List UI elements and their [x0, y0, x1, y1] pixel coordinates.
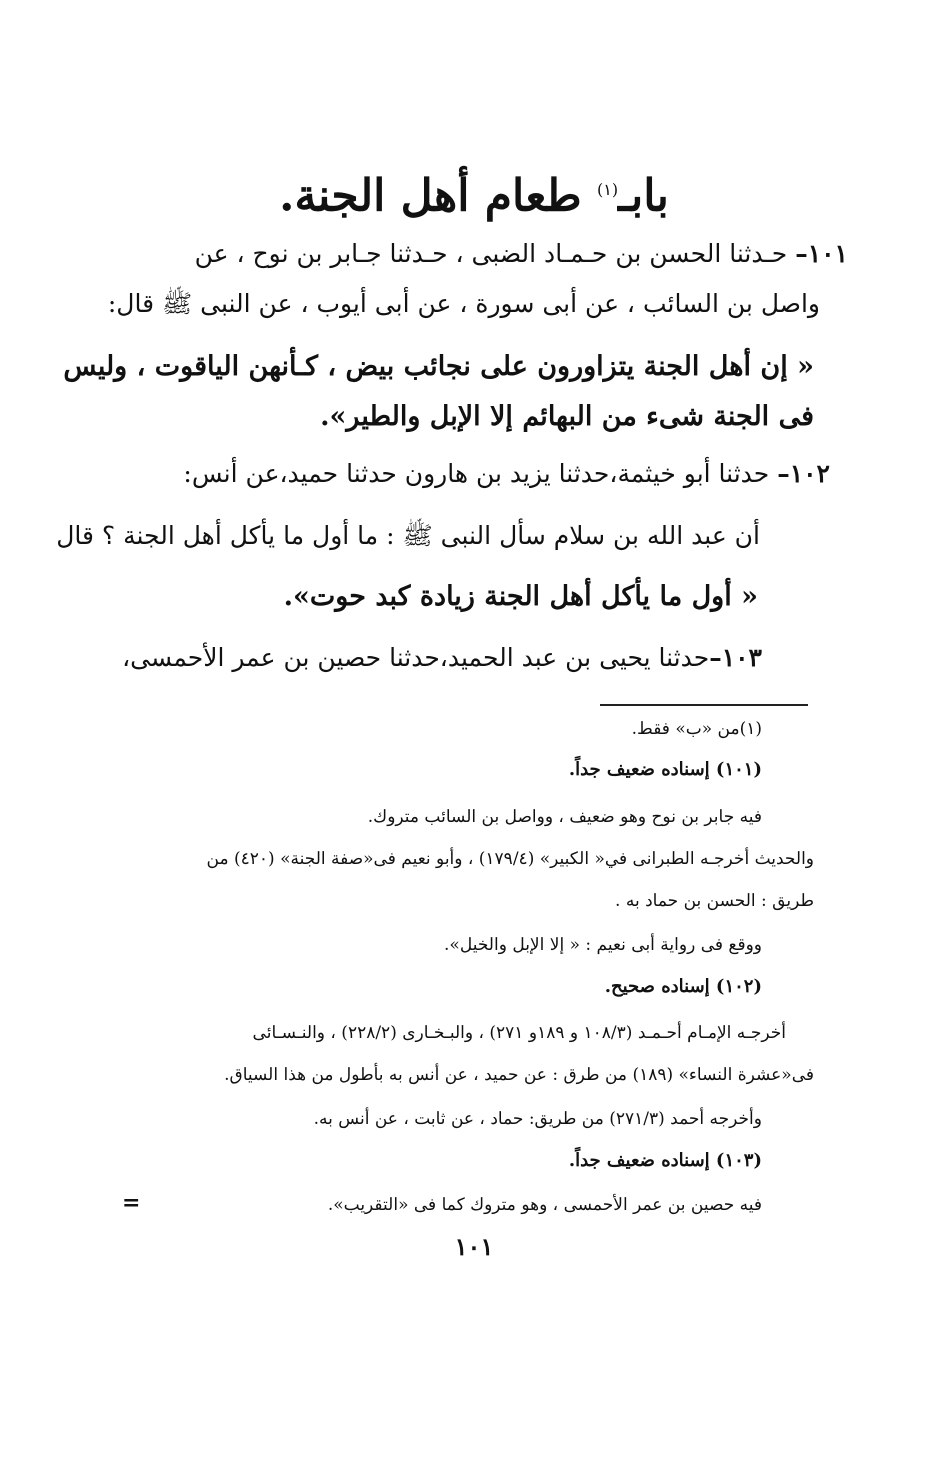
footnote-102-text-3: وأخرجه أحمد (٢٧١/٣) من طريق: حماد ، عن ثابت ، عن أنس به. — [313, 1109, 762, 1129]
hadith-101-matn-1: « إن أهل الجنة يتزاورون على نجائب بيض ، كـأنهن الياقوت ، وليس — [63, 351, 814, 382]
footnote-102-text-1: أخرجـه الإمـام أحـمـد (١٠٨/٣ و ١٨٩و ٢٧١) ، والبـخـارى (٢٢٨/٢) ، والنـسـائى — [252, 1023, 786, 1043]
hadith-101-matn-2: فى الجنة شىء من البهائم إلا الإبل والطير». — [320, 401, 814, 432]
hadith-103-isnad-1: حدثنا يحيى بن عبد الحميد،حدثنا حصين بن عمر الأحمسى، — [122, 643, 710, 672]
footnote-102-text-2: فى«عشرة النساء» (١٨٩) من طرق : عن حميد ، عن أنس به بأطول من هذا السياق. — [224, 1065, 814, 1085]
chapter-title — [0, 160, 948, 227]
hadith-102-line-1 — [183, 456, 830, 492]
hadith-101-line-2: واصل بن السائب ، عن أبى سورة ، عن أبى أيوب ، عن النبى ﷺ قال: — [107, 289, 820, 318]
hadith-103-line-1 — [122, 640, 762, 676]
hadith-103-number: ١٠٣– — [709, 643, 762, 672]
footnote-101-text-2: والحديث أخرجـه الطبرانى في« الكبير» (١٧٩/٤) ، وأبو نعيم فى«صفة الجنة» (٤٢٠) من — [206, 849, 814, 869]
chapter-title-before: بابـ — [618, 170, 669, 222]
continuation-mark: = — [122, 1190, 141, 1216]
footnote-101-text-1: فيه جابر بن نوح وهو ضعيف ، وواصل بن السائب متروك. — [367, 807, 762, 827]
footnote-102-heading: (١٠٢) إسناده صحيح. — [604, 976, 762, 997]
hadith-102-line-2: أن عبد الله بن سلام سأل النبى ﷺ : ما أول ما يأكل أهل الجنة ؟ قال — [56, 521, 760, 550]
footnote-101-heading: (١٠١) إسناده ضعيف جداً. — [568, 759, 762, 780]
footnote-1: (١)من «ب» فقط. — [631, 719, 762, 739]
hadith-101-isnad-1: حـدثنا الحسن بن حـمـاد الضبى ، حـدثنا جـابر بن نوح ، عن — [194, 239, 796, 268]
footnote-103-heading: (١٠٣) إسناده ضعيف جداً. — [568, 1150, 762, 1171]
hadith-102-number: ١٠٢– — [777, 459, 830, 488]
footnote-ref: (١) — [596, 180, 619, 199]
footnote-separator — [600, 704, 808, 706]
footnote-101-text-3: طريق : الحسن بن حماد به . — [615, 891, 814, 911]
hadith-101-line-1 — [195, 236, 848, 272]
hadith-102-matn-1: « أول ما يأكل أهل الجنة زيادة كبد حوت». — [283, 581, 758, 612]
footnote-103-text-1: فيه حصين بن عمر الأحمسى ، وهو متروك كما فى «التقريب». — [327, 1195, 762, 1215]
page-number: ١٠١ — [454, 1232, 494, 1261]
hadith-101-number: ١٠١– — [795, 239, 848, 268]
hadith-102-isnad-1: حدثنا أبو خيثمة،حدثنا يزيد بن هارون حدثنا حميد،عن أنس: — [183, 459, 778, 488]
footnote-101-text-4: ووقع فى رواية أبى نعيم : « إلا الإبل والخيل». — [444, 935, 762, 955]
chapter-title-after: طعام أهل الجنة. — [279, 170, 597, 222]
